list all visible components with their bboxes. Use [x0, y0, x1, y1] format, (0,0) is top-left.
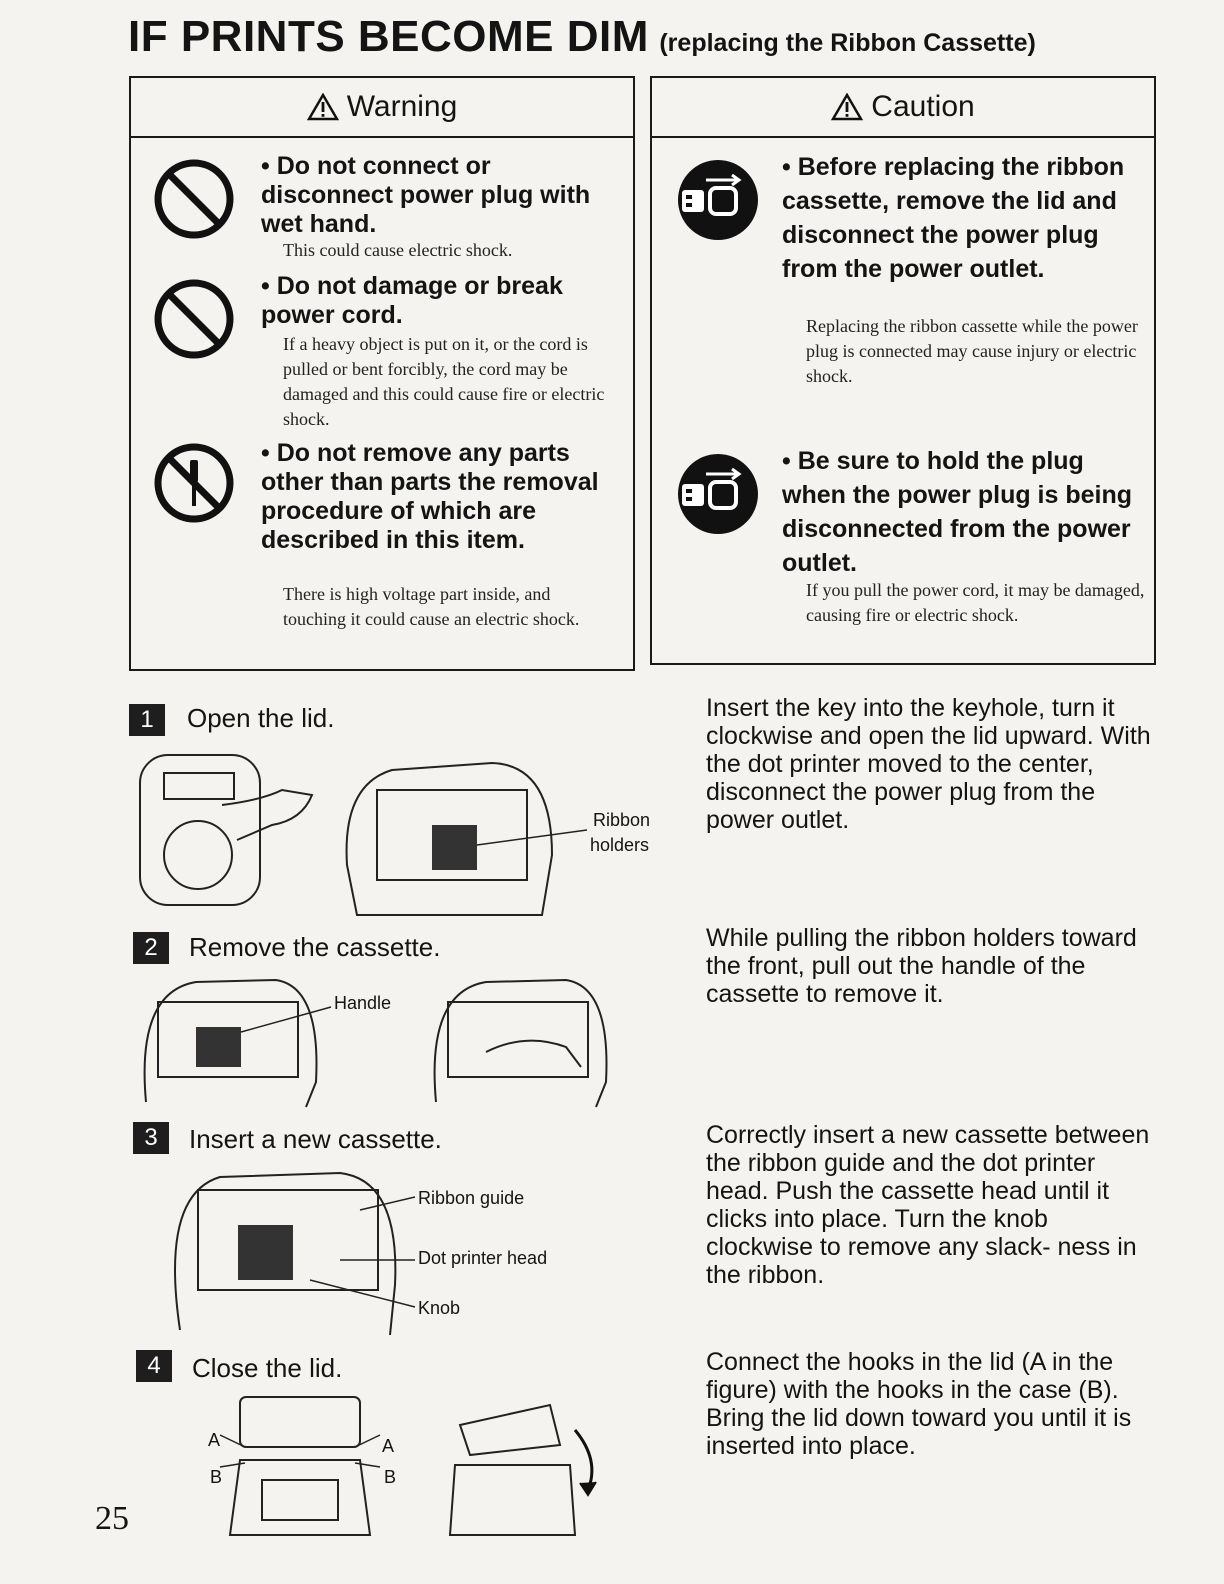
- label-b-left: B: [210, 1467, 223, 1487]
- step-3-title: Insert a new cassette.: [189, 1124, 442, 1154]
- step-3-number: 3: [133, 1122, 169, 1154]
- warning-note-2: If a heavy object is put on it, or the cord is pulled or bent forcibly, the cord may be damaged and this could cause fire or electric shock.: [283, 334, 605, 429]
- warning-triangle-icon: [307, 93, 339, 121]
- step-2-description: While pulling the ribbon holders toward the front, pull out the handle of the cassette to remove it.: [706, 924, 1137, 1008]
- unplug-icon: [676, 452, 760, 536]
- warning-item-2: • Do not damage or break power cord.: [261, 272, 563, 329]
- step-4-description: Connect the hooks in the lid (A in the figure) with the hooks in the case (B). Bring the lid down toward you until it is inserted into place.: [706, 1348, 1132, 1460]
- warning-note-1: This could cause electric shock.: [283, 240, 513, 260]
- step-4-illustration: [200, 1385, 620, 1545]
- warning-item-1: • Do not connect or disconnect power plug with wet hand.: [261, 152, 591, 238]
- caution-item-2: • Be sure to hold the plug when the power plug is being disconnected from the power outlet.: [782, 447, 1133, 577]
- page-number: 25: [95, 1500, 129, 1537]
- title-main: IF PRINTS BECOME DIM: [128, 12, 649, 61]
- step-2-title: Remove the cassette.: [189, 932, 441, 962]
- warning-box: [129, 76, 635, 671]
- warning-heading: Warning: [346, 90, 458, 123]
- caution-heading: Caution: [871, 90, 975, 123]
- page-title: [128, 12, 1036, 62]
- caution-note-2: If you pull the power cord, it may be damaged, causing fire or electric shock.: [806, 580, 1145, 625]
- caution-note-1: Replacing the ribbon cassette while the power plug is connected may cause injury or electric shock.: [806, 316, 1138, 386]
- step-3-illustration: [160, 1165, 430, 1340]
- label-a-left: A: [208, 1430, 221, 1450]
- unplug-icon: [676, 158, 760, 242]
- step-1-description: Insert the key into the keyhole, turn it clockwise and open the lid upward. With the dot printer moved to the center, disconnect the power plug from the power outlet.: [706, 694, 1151, 834]
- caution-box: [650, 76, 1156, 665]
- step-4-number: 4: [136, 1350, 172, 1382]
- label-b-right: B: [384, 1467, 397, 1487]
- caution-item-1: • Before replacing the ribbon cassette, remove the lid and disconnect the power plug from the power outlet.: [782, 153, 1125, 283]
- step-4-title: Close the lid.: [192, 1353, 343, 1383]
- prohibited-icon: [153, 278, 235, 360]
- warning-item-3: • Do not remove any parts other than parts the removal procedure of which are described in this item.: [261, 439, 599, 554]
- label-holders: holders: [590, 835, 650, 855]
- step-1-title: Open the lid.: [187, 703, 335, 733]
- no-disassembly-icon: [153, 442, 235, 524]
- label-handle: Handle: [334, 993, 392, 1013]
- prohibited-icon: [153, 158, 235, 240]
- warning-triangle-icon: [831, 93, 863, 121]
- warning-header: [131, 78, 633, 138]
- label-knob: Knob: [418, 1298, 461, 1318]
- step-3-description: Correctly insert a new cassette between the ribbon guide and the dot printer head. Push the cassette head until it clicks into place. Turn the knob clockwise to remove any slack- ness in the ribbon.: [706, 1121, 1150, 1289]
- label-ribbon: Ribbon: [593, 810, 651, 830]
- warning-note-3: There is high voltage part inside, and touching it could cause an electric shock.: [283, 584, 580, 629]
- label-a-right: A: [382, 1436, 395, 1456]
- title-sub: (replacing the Ribbon Cassette): [659, 29, 1036, 57]
- step-2-number: 2: [133, 932, 169, 964]
- label-ribbon-guide: Ribbon guide: [418, 1188, 525, 1208]
- caution-header: [652, 78, 1154, 138]
- step-1-number: 1: [129, 704, 165, 736]
- label-dot-printer-head: Dot printer head: [418, 1248, 548, 1268]
